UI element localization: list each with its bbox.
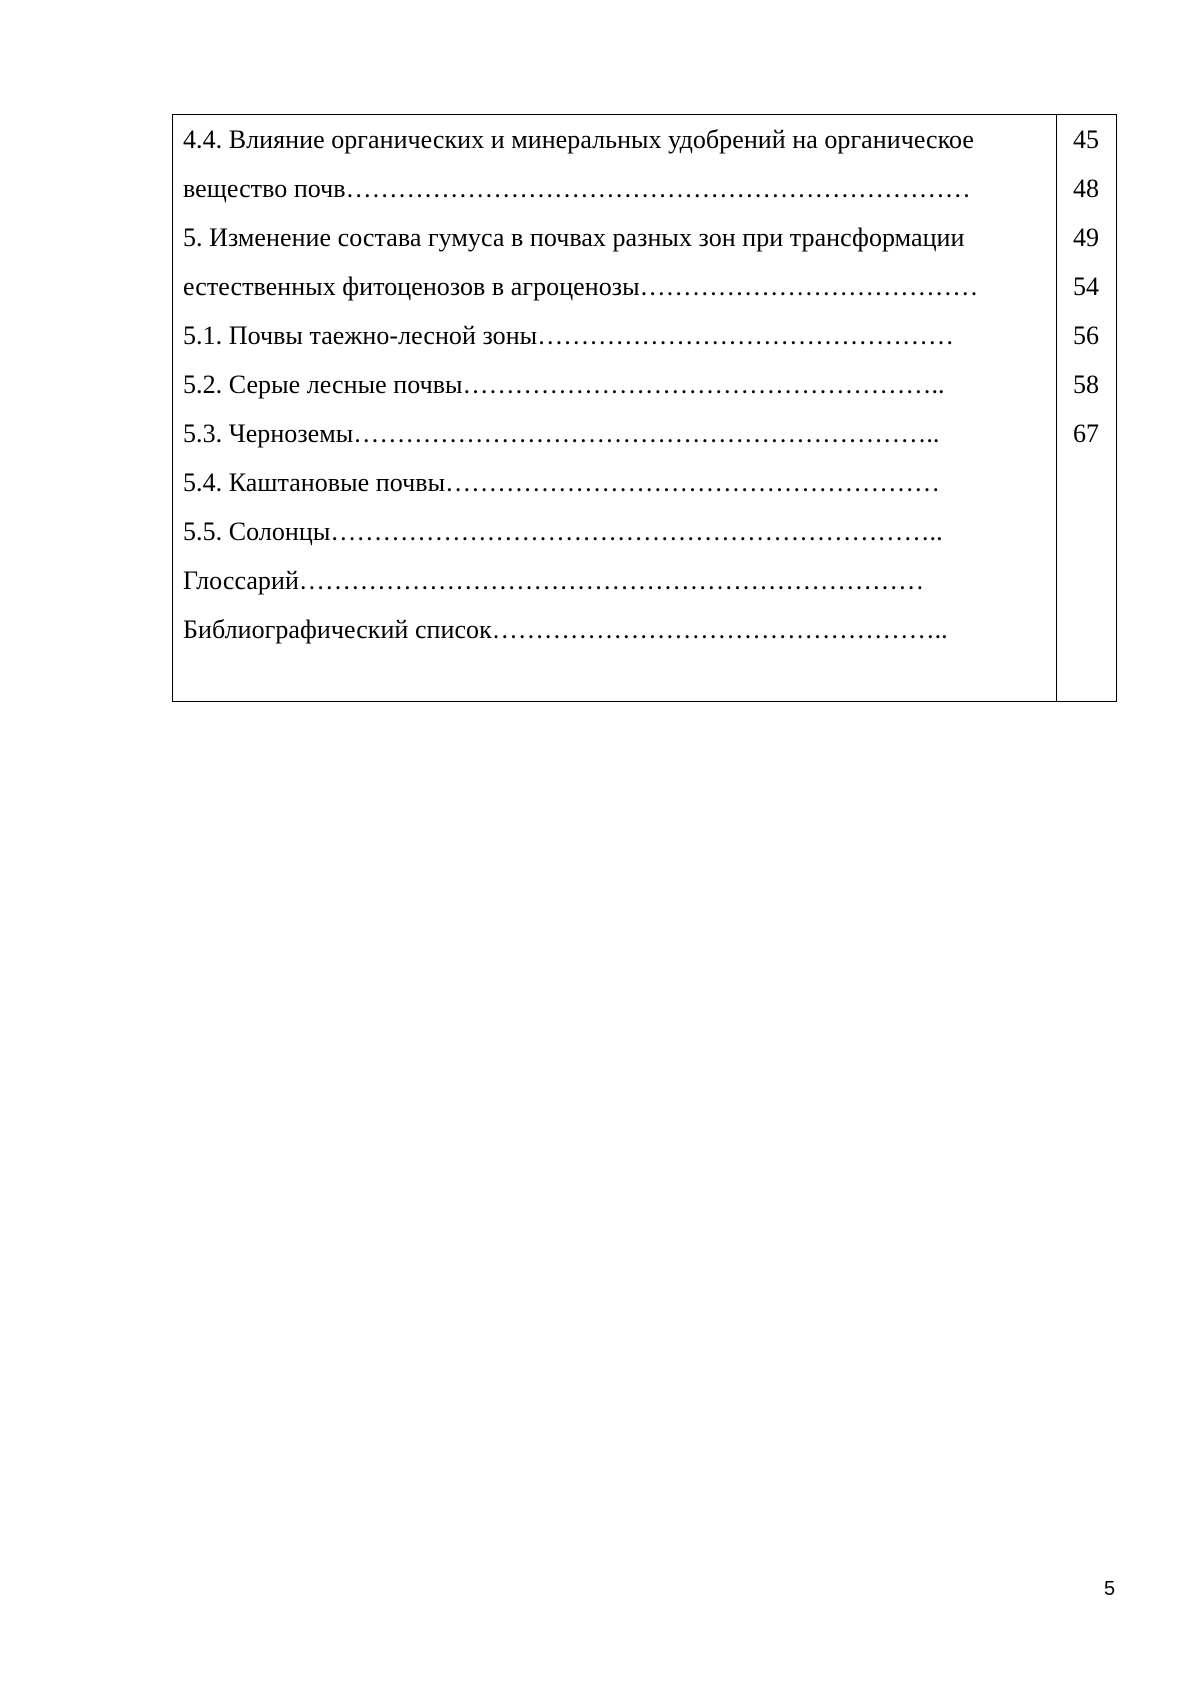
- toc-entry: 5. Изменение состава гумуса в почвах разных зон при трансформации: [183, 223, 965, 252]
- toc-page-number: 58: [1073, 370, 1099, 399]
- toc-page-number: 49: [1073, 223, 1099, 252]
- toc-entry: 5.5. Солонцы……………………………………………………………..: [183, 517, 943, 546]
- toc-page-number: 45: [1073, 125, 1099, 154]
- toc-entry: 4.4. Влияние органических и минеральных удобрений на органическое: [183, 125, 974, 154]
- toc-page-number: 48: [1073, 174, 1099, 203]
- toc-entry: Глоссарий………………………………………………………………: [183, 566, 925, 595]
- toc-page-number: 56: [1073, 321, 1099, 350]
- toc-page-number: 67: [1073, 419, 1099, 448]
- toc-entry: естественных фитоценозов в агроценозы…………………………………: [183, 272, 979, 301]
- toc-entry: 5.4. Каштановые почвы…………………………………………………: [183, 468, 941, 497]
- toc-entry: Библиографический список……………………………………………..: [183, 615, 948, 644]
- page-number: 5: [1104, 1578, 1116, 1600]
- toc-entry: 5.2. Серые лесные почвы………………………………………………..: [183, 370, 945, 399]
- toc-entry: 5.1. Почвы таежно-лесной зоны…………………………………………: [183, 321, 955, 350]
- toc-page-numbers-column: [1057, 115, 1115, 701]
- table-of-contents: [172, 114, 1117, 702]
- toc-entries-column: [173, 115, 1057, 701]
- toc-page-number: 54: [1073, 272, 1099, 301]
- toc-entry: 5.3. Черноземы…………………………………………………………..: [183, 419, 940, 448]
- toc-entry: вещество почв………………………………………………………………: [183, 174, 971, 203]
